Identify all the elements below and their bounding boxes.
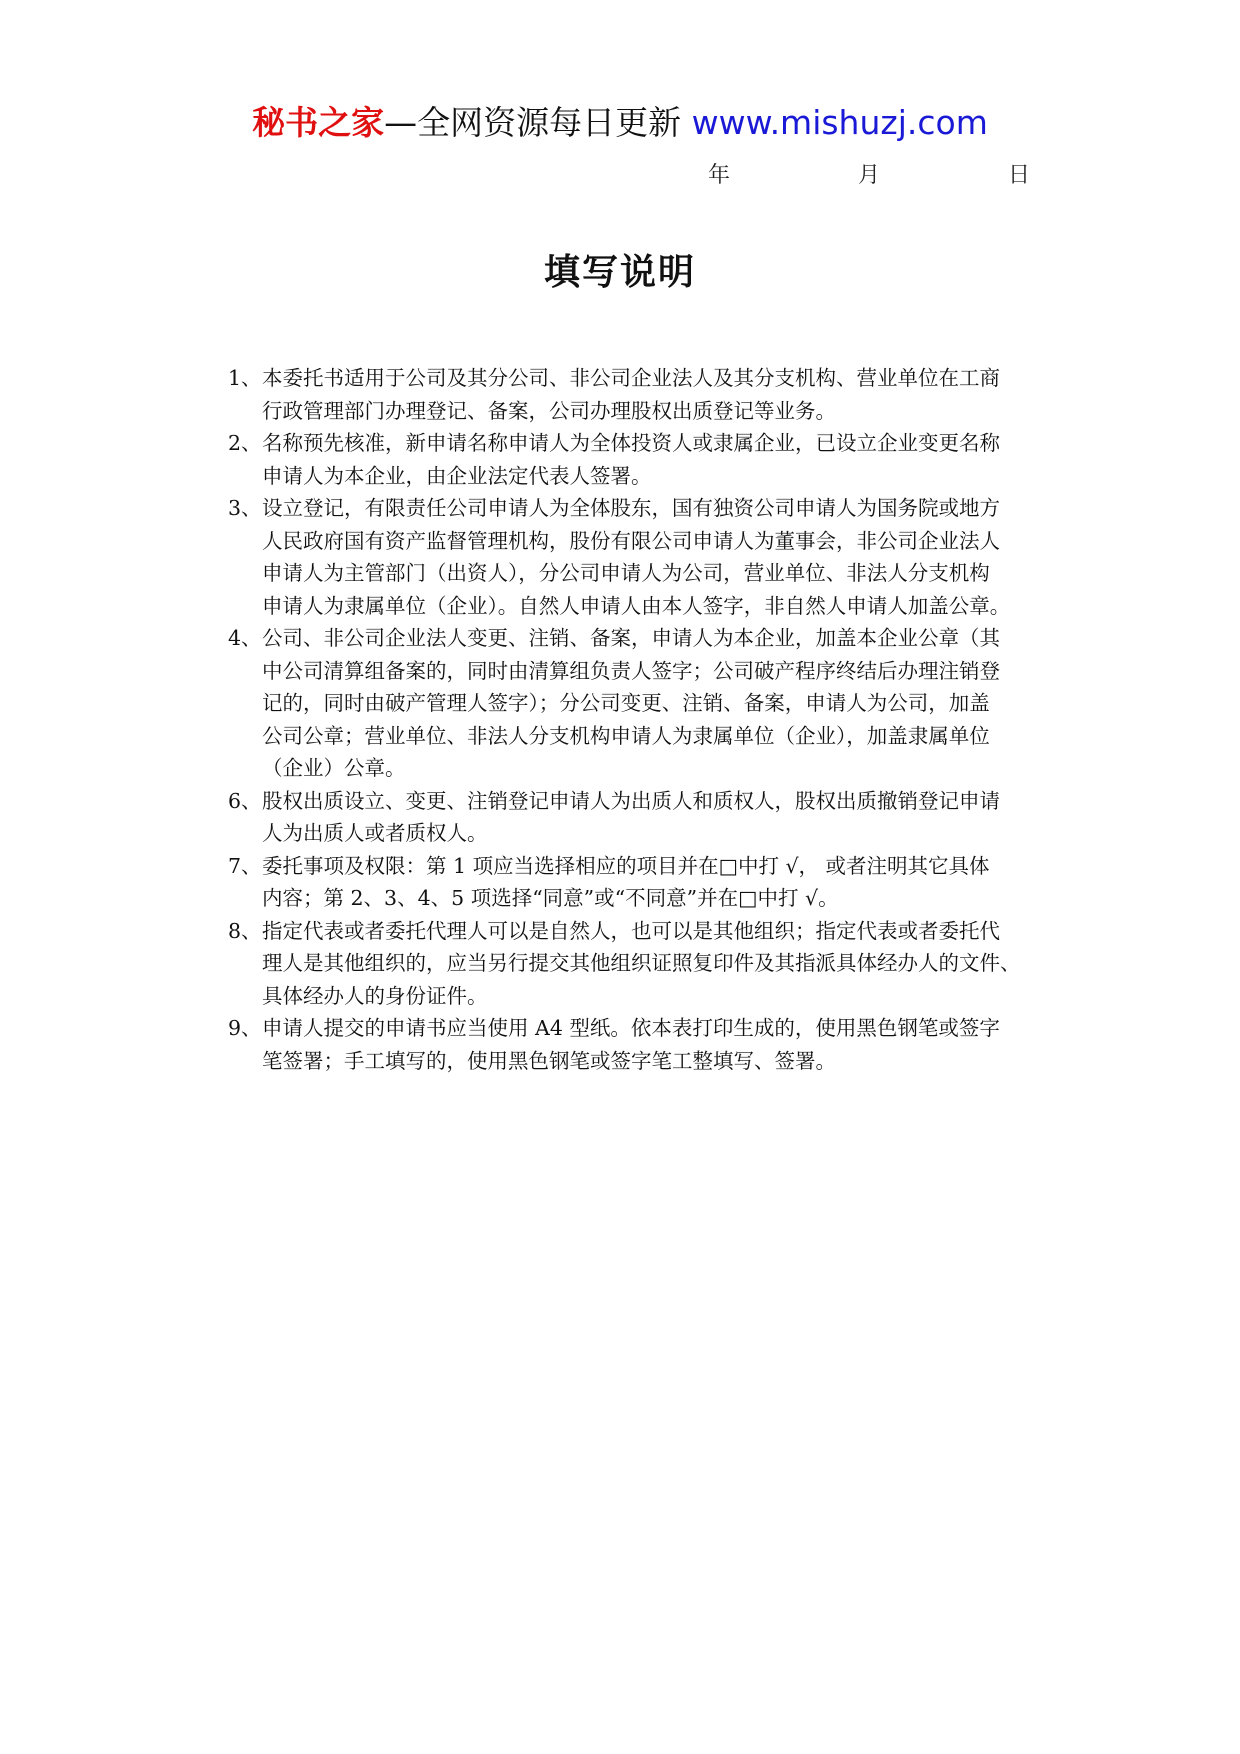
instruction-list xyxy=(228,362,1068,1077)
date-line xyxy=(0,158,1240,188)
instruction-text-line: 记的，同时由破产管理人签字）；分公司变更、注销、备案，申请人为公司，加盖 xyxy=(262,691,990,715)
site-url: www.mishuzj.com xyxy=(691,103,988,142)
instruction-text-line: 公司公章；营业单位、非法人分支机构申请人为隶属单位（企业），加盖隶属单位 xyxy=(262,723,990,748)
instruction-text-line: 人民政府国有资产监督管理机构，股份有限公司申请人为董事会，非公司企业法人 xyxy=(262,528,1000,553)
instruction-text-line: 指定代表或者委托代理人可以是自然人，也可以是其他组织；指定代表或者委托代 xyxy=(262,918,1000,943)
instruction-text-line: 申请人为主管部门（出资人），分公司申请人为公司，营业单位、非法人分支机构 xyxy=(262,561,990,585)
date-month-label: 月 xyxy=(858,163,881,188)
instruction-text-line: 名称预先核准，新申请名称申请人为全体投资人或隶属企业，已设立企业变更名称 xyxy=(262,431,1000,455)
instruction-text-line: 具体经办人的身份证件。 xyxy=(262,983,488,1008)
instruction-item xyxy=(228,785,1068,850)
instruction-text-line: 申请人提交的申请书应当使用 A4 型纸。依本表打印生成的，使用黑色钢笔或签字 xyxy=(262,1016,1000,1040)
instruction-text-line: 理人是其他组织的，应当另行提交其他组织证照复印件及其指派具体经办人的文件、 xyxy=(262,951,1021,975)
instruction-text-line: 内容；第 2、3、4、5 项选择“同意”或“不同意”并在□中打 √。 xyxy=(262,886,839,910)
instruction-number: 4、 xyxy=(228,626,262,650)
instruction-text-line: 申请人为隶属单位（企业）。自然人申请人由本人签字，非自然人申请人加盖公章。 xyxy=(262,593,1011,618)
instruction-item xyxy=(228,427,1068,492)
instruction-number: 2、 xyxy=(228,431,262,455)
instruction-item xyxy=(228,915,1068,1013)
instruction-text-line: （企业）公章。 xyxy=(262,756,406,780)
page-title: 填写说明 xyxy=(543,251,696,293)
instruction-text-line: 委托事项及权限：第 1 项应当选择相应的项目并在□中打 √， 或者注明其它具体 xyxy=(262,853,990,878)
instruction-item xyxy=(228,362,1068,427)
instruction-number: 9、 xyxy=(228,1016,262,1040)
instruction-item xyxy=(228,492,1068,622)
site-banner xyxy=(0,100,1240,146)
instruction-text-line: 股权出质设立、变更、注销登记申请人为出质人和质权人，股权出质撤销登记申请 xyxy=(262,788,1000,813)
instruction-text-line: 申请人为本企业，由企业法定代表人签署。 xyxy=(262,463,652,488)
instruction-number: 3、 xyxy=(228,496,262,520)
instruction-number: 8、 xyxy=(228,918,262,943)
instruction-text-line: 行政管理部门办理登记、备案，公司办理股权出质登记等业务。 xyxy=(262,398,836,423)
instruction-number: 6、 xyxy=(228,788,262,813)
instruction-item xyxy=(228,1012,1068,1077)
instruction-item xyxy=(228,622,1068,785)
brand-name: 秘书之家 xyxy=(252,103,385,142)
date-year-label: 年 xyxy=(708,163,731,188)
date-day-label: 日 xyxy=(1008,163,1031,188)
instruction-number: 1、 xyxy=(228,366,262,390)
instruction-text-line: 本委托书适用于公司及其分公司、非公司企业法人及其分支机构、营业单位在工商 xyxy=(262,366,1000,390)
banner-tagline: —全网资源每日更新 xyxy=(384,103,682,142)
instruction-text-line: 人为出质人或者质权人。 xyxy=(262,821,488,845)
instruction-item xyxy=(228,850,1068,915)
instruction-number: 7、 xyxy=(228,853,262,878)
instruction-text-line: 中公司清算组备案的，同时由清算组负责人签字；公司破产程序终结后办理注销登 xyxy=(262,658,1000,683)
instruction-text-line: 笔签署；手工填写的，使用黑色钢笔或签字笔工整填写、签署。 xyxy=(262,1048,836,1073)
instruction-text-line: 公司、非公司企业法人变更、注销、备案，申请人为本企业，加盖本企业公章（其 xyxy=(262,626,1000,650)
instruction-text-line: 设立登记，有限责任公司申请人为全体股东，国有独资公司申请人为国务院或地方 xyxy=(262,496,1000,520)
